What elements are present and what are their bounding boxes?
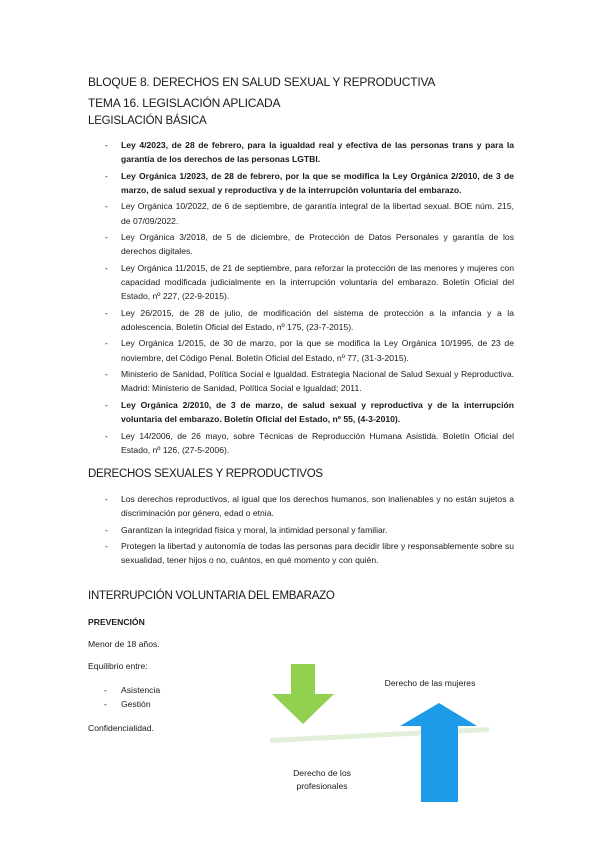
legislation-text: , de 28 de febrero, para la igualdad real y efectiva de las personas trans y para la garantía de los derechos de las personas LGTBI. [121, 140, 515, 165]
legislation-bold-text: Ley Orgánica 2/2010, de 3 de marzo, de salud sexual y reproductiva y de la interrupción voluntaria del embarazo. Boletín Oficial del Estado, nº 55, (4-3-2010). [121, 399, 514, 425]
prevention-subtitle: PREVENCIÓN [88, 617, 145, 627]
block-title: BLOQUE 8. DERECHOS EN SALUD SEXUAL Y REPRODUCTIVA [88, 75, 436, 89]
rights-item: - Los derechos reproductivos, al igual que los derechos humanos, son inalienables y no están sujetos a discriminación por género, edad o etnia. [88, 492, 514, 520]
balance-dash-2: - [104, 699, 107, 709]
legislation-bold-text: Ley Orgánica 1/2023, de 28 de febrero, por la que se modifica la Ley Orgánica 2/2010, de 3 de marzo, de salud sexual y reproductiva y de la interrupción voluntaria del embarazo. [121, 170, 514, 195]
down-arrow-icon [272, 664, 334, 724]
balance-text: Equilibrio entre: [88, 661, 148, 671]
legislation-text: Ley 14/2006, de 26 mayo, sobre Técnicas de Reproducción Humana Asistida. Boletín Oficial del Estado, nº 126, (27-5-2006). [121, 430, 514, 455]
women-rights-label: Derecho de las mujeres [384, 678, 476, 688]
topic-title: TEMA 16. LEGISLACIÓN APLICADA [88, 96, 281, 110]
rights-title: DERECHOS SEXUALES Y REPRODUCTIVOS [88, 468, 323, 480]
legislation-text: Ley Orgánica 1/2015, de 30 de marzo, por la que se modifica la Ley Orgánica 10/1995, de 23 de noviembre, del Código Penal. Boletín Oficial del Estado, nº 77, (31-3-2015). [121, 338, 514, 363]
up-arrow-icon [400, 703, 477, 802]
balance-item-assistance: Asistencia [121, 685, 161, 695]
legislation-text: Ministerio de Sanidad, Política Social e Igualdad. Estrategia Nacional de Salud Sexual y Reproductiva. Madrid: Ministerio de Sanidad, Política Social e Igualdad; 2011. [121, 369, 514, 394]
legislation-bold-text: Ley 4/2023 [121, 140, 166, 150]
balance-item-management: Gestión [121, 699, 151, 709]
rights-item: - Garantizan la integridad física y moral, la intimidad personal y familiar. [88, 523, 514, 537]
balance-dash-1: - [104, 685, 107, 695]
legislation-title: LEGISLACIÓN BÁSICA [88, 115, 207, 127]
minor-text: Menor de 18 años. [88, 639, 160, 649]
confidentiality-text: Confidencialidad. [88, 723, 154, 733]
ive-title: INTERRUPCIÓN VOLUNTARIA DEL EMBARAZO [88, 590, 335, 602]
legislation-text: Ley Orgánica 3/2018, de 5 de diciembre, de Protección de Datos Personales y garantía de los derechos digitales. [121, 232, 514, 257]
professionals-rights-label: Derecho de los profesionales [293, 768, 351, 791]
legislation-text: Ley Orgánica 10/2022, de 6 de septiembre, de garantía integral de la libertad sexual. BOE núm. 215, de 07/09/2022. [121, 201, 514, 226]
rights-item: - Protegen la libertad y autonomía de todas las personas para decidir libre y responsablemente sobre su sexualidad, tener hijos o no, cuántos, en qué momento y con quién. [88, 539, 514, 567]
legislation-text: Ley 26/2015, de 28 de julio, de modificación del sistema de protección a la infancia y a la adolescencia. Boletín Oficial del Estado, nº 175, (23-7-2015). [121, 307, 514, 332]
legislation-text: Ley Orgánica 11/2015, de 21 de septiembre, para reforzar la protección de las menores y mujeres con capacidad modificada judicialmente en la interrupción voluntaria del embarazo. Boletín Oficial del Estado, nº 227, (22-9-2015). [121, 262, 514, 302]
